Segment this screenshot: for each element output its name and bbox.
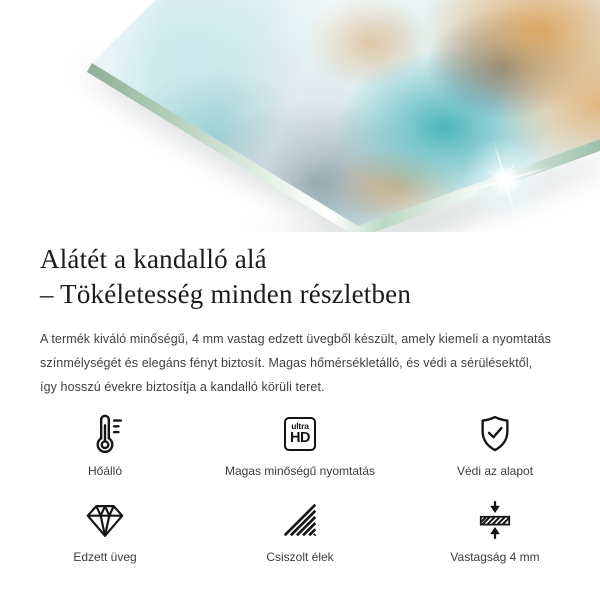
feature-label: Vastagság 4 mm: [450, 549, 540, 564]
feature-label: Csiszolt élek: [266, 549, 334, 564]
feature-label: Magas minőségű nyomtatás: [224, 463, 376, 478]
product-description: A termék kiváló minőségű, 4 mm vastag edzett üvegből készült, amely kiemeli a nyomtatás színmélységét és elegáns fényt biztosít. Magas hőmérsékletálló, és védi a sérülésektől, így hosszú évekre biztosítja a kandalló körüli teret.: [40, 332, 552, 394]
title-line-2: – Tökéletesség minden részletben: [40, 279, 412, 309]
diamond-icon: [82, 498, 128, 542]
shield-check-icon: [473, 412, 517, 456]
feature-grid: [0, 412, 600, 564]
feature-label: Edzett üveg: [73, 549, 137, 564]
feature-tempered-glass: [0, 498, 210, 564]
product-description-section: [0, 242, 600, 399]
feature-polished-edges: [210, 498, 390, 564]
thermometer-icon: [82, 412, 128, 456]
feature-label: Hőálló: [87, 463, 123, 478]
feature-print-quality: [210, 412, 390, 478]
feature-protects-base: [390, 412, 600, 478]
feature-heat-resistant: [0, 412, 210, 478]
product-hero-image: [0, 0, 600, 232]
feature-thickness: [390, 498, 600, 564]
polished-edges-icon: [279, 498, 321, 542]
ultra-hd-icon: ultra HD: [284, 412, 316, 456]
thickness-icon: [473, 498, 517, 542]
title-line-1: Alátét a kandalló alá: [40, 244, 267, 274]
feature-label: Védi az alapot: [456, 463, 534, 478]
page-title: [40, 242, 560, 312]
